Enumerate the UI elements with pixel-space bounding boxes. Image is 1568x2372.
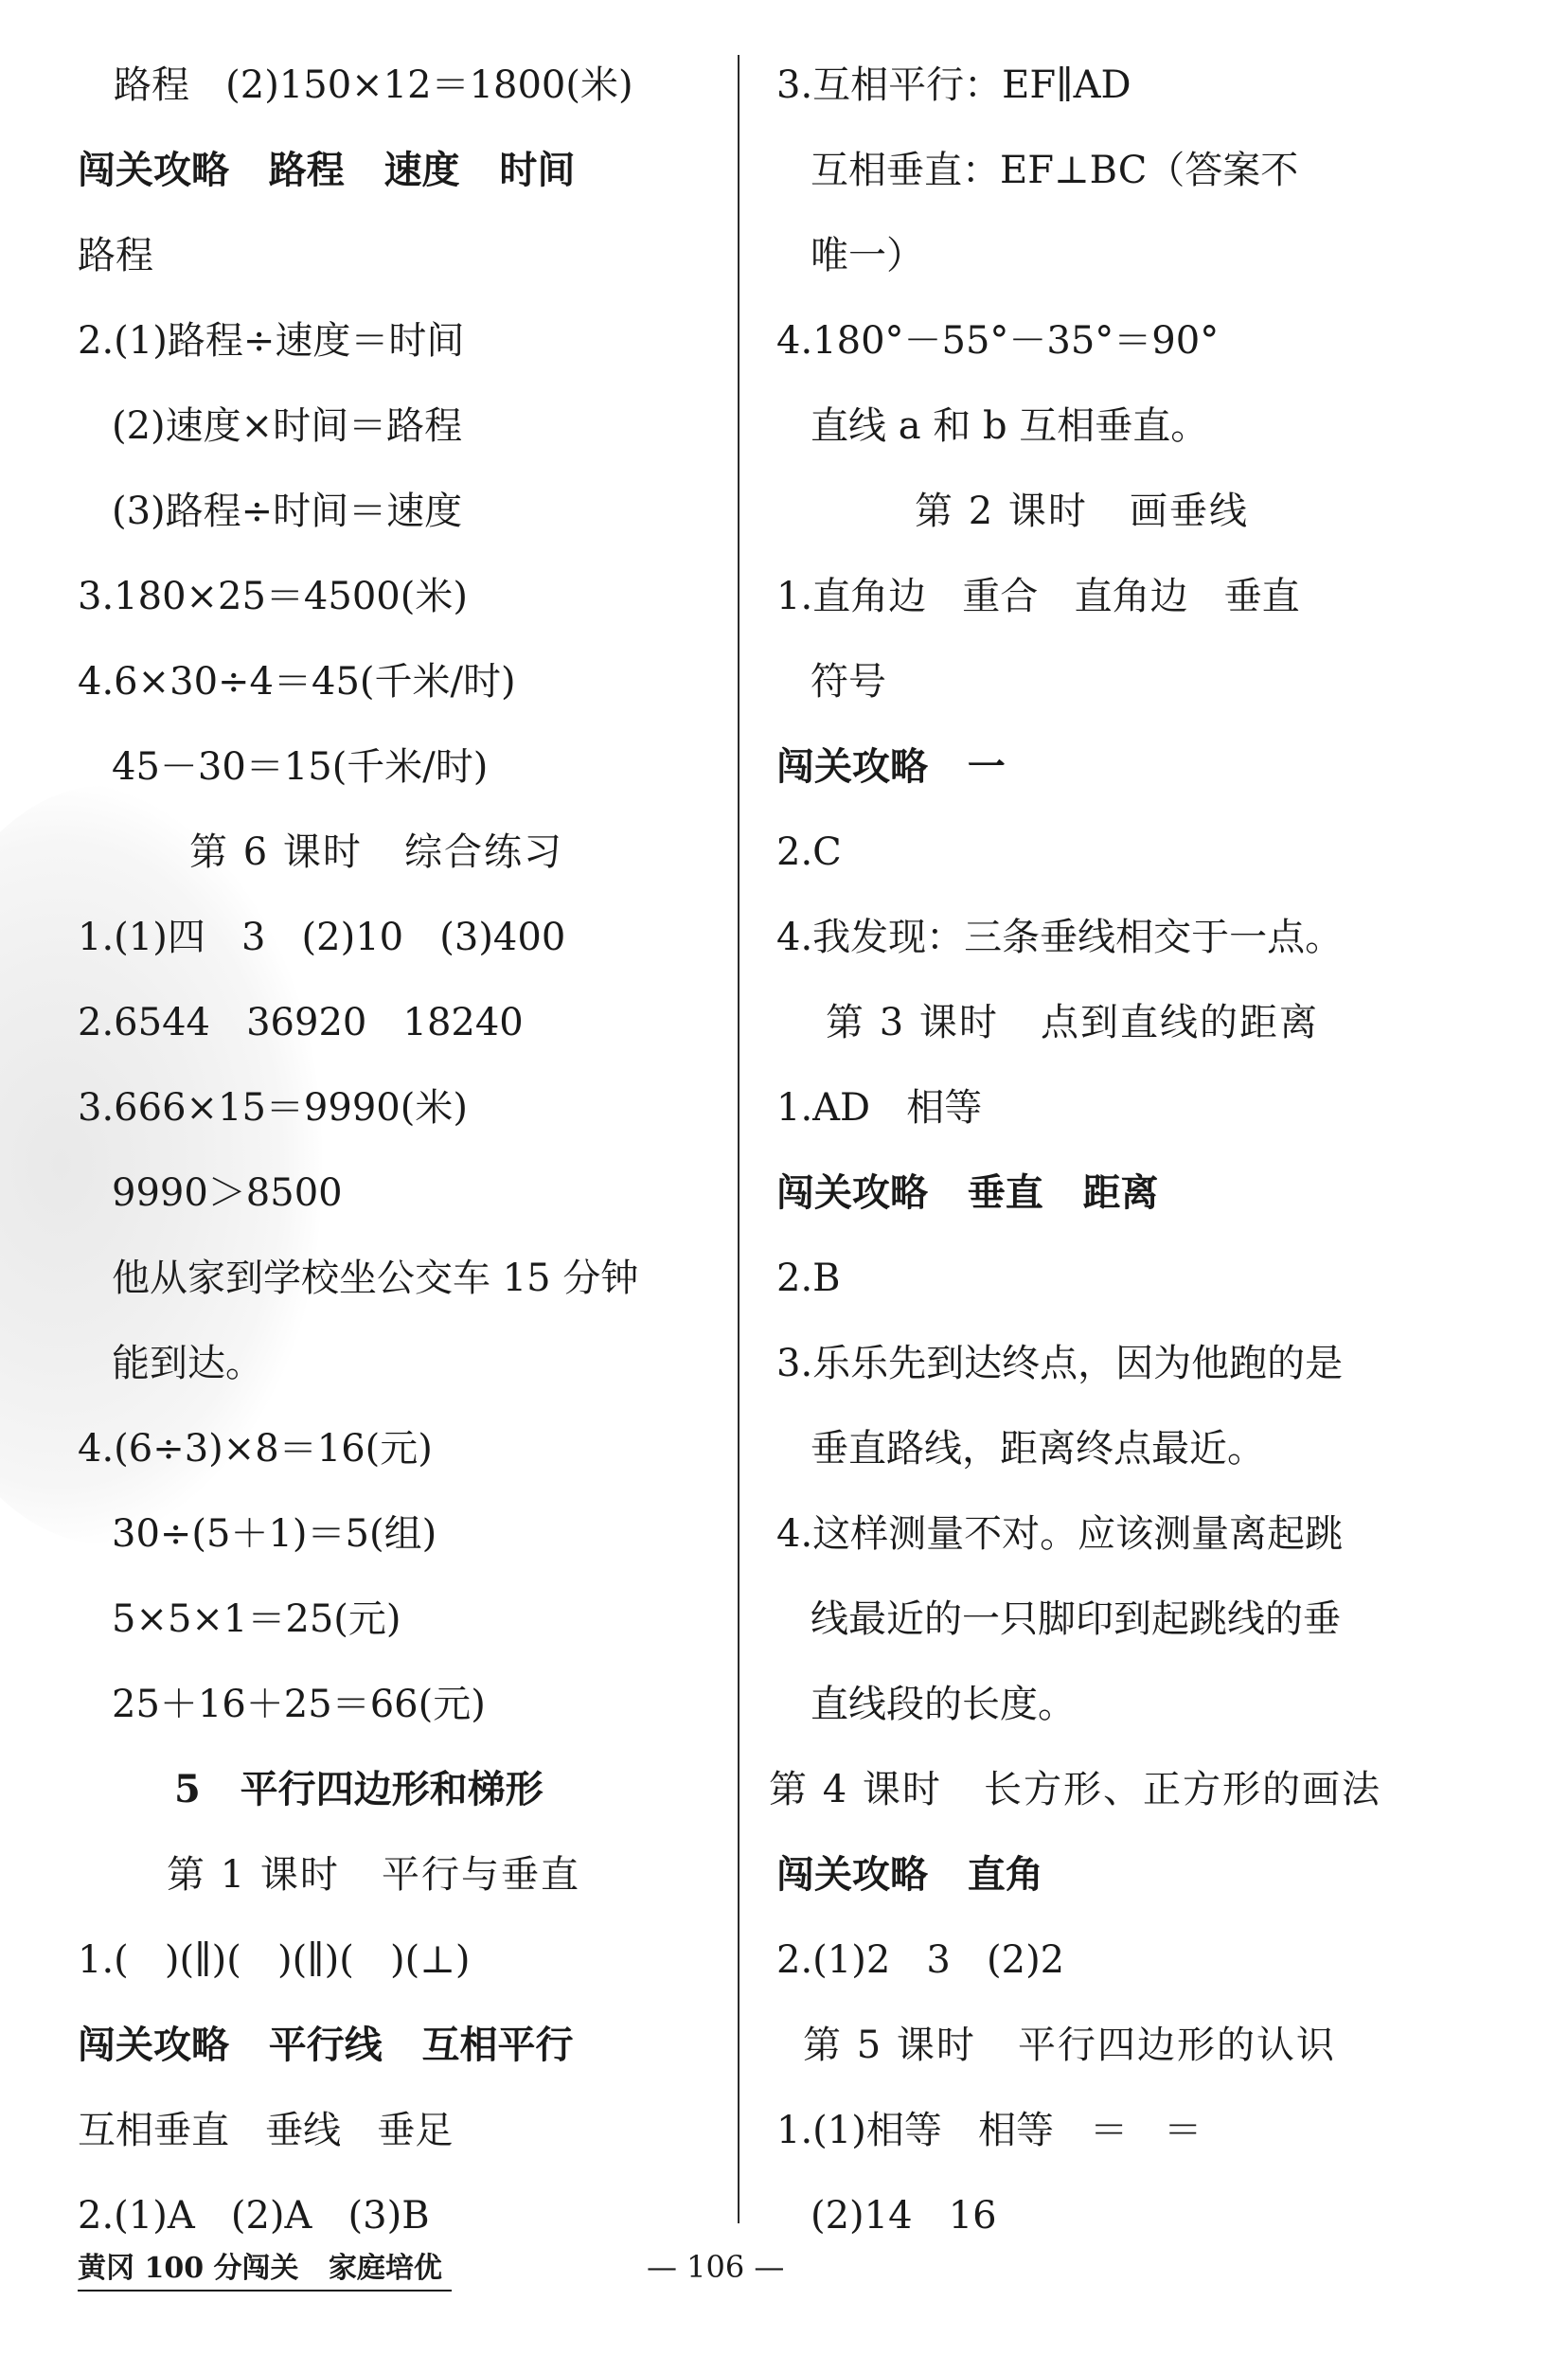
lesson-title: 第 3 课时 点到直线的距离 — [826, 1001, 1320, 1044]
answer-line: 路程 (2)150×12＝1800(米) — [114, 63, 633, 107]
answer-line: 9990＞8500 — [112, 1171, 343, 1215]
answer-line: (3)路程÷时间＝速度 — [112, 490, 463, 533]
answer-line: 互相垂直 垂线 垂足 — [78, 2109, 454, 2152]
answer-line: 符号 — [811, 660, 886, 704]
lesson-title: 第 2 课时 画垂线 — [915, 490, 1250, 533]
answer-line: 1.( )(∥)( )(∥)( )(⊥) — [78, 1938, 471, 1982]
answer-line: 4.180°－55°－35°＝90° — [776, 319, 1220, 363]
answer-line: 4.我发现：三条垂线相交于一点。 — [776, 916, 1344, 959]
lesson-title: 第 6 课时 综合练习 — [189, 830, 564, 874]
answer-line: 垂直路线，距离终点最近。 — [811, 1427, 1265, 1471]
answer-line: 1.(1)相等 相等 ＝ ＝ — [776, 2109, 1203, 2152]
column-divider — [738, 55, 739, 2223]
answer-line: 2.(1)2 3 (2)2 — [776, 1938, 1065, 1982]
footer-brand: 黄冈 100 分闯关 家庭培优 — [78, 2252, 442, 2285]
answer-line: 4.这样测量不对。应该测量离起跳 — [776, 1512, 1344, 1556]
answer-line: 4.6×30÷4＝45(千米/时) — [78, 660, 516, 704]
answer-line: (2)速度×时间＝路程 — [112, 404, 463, 448]
strategy-line: 闯关攻略 平行线 互相平行 — [78, 2023, 574, 2067]
answer-line: (2)14 16 — [811, 2194, 997, 2238]
answer-line: 1.直角边 重合 直角边 垂直 — [776, 575, 1300, 618]
answer-line: 路程 — [78, 234, 153, 277]
strategy-line: 闯关攻略 垂直 距离 — [776, 1170, 1159, 1215]
answer-line: 3.乐乐先到达终点，因为他跑的是 — [776, 1342, 1344, 1385]
footer-underline — [78, 2290, 452, 2292]
answer-line: 1.AD 相等 — [776, 1086, 983, 1130]
answer-line: 线最近的一只脚印到起跳线的垂 — [811, 1597, 1341, 1641]
answer-line: 25＋16＋25＝66(元) — [112, 1683, 486, 1726]
answer-line: 4.(6÷3)×8＝16(元) — [78, 1427, 433, 1471]
answer-line: 2.6544 36920 18240 — [78, 1001, 524, 1044]
answer-line: 能到达。 — [112, 1342, 263, 1385]
answer-line: 2.C — [776, 830, 842, 874]
answer-line: 2.(1)A (2)A (3)B — [78, 2194, 430, 2238]
answer-line: 互相垂直：EF⊥BC（答案不 — [811, 149, 1299, 192]
answer-line: 唯一） — [811, 234, 924, 277]
lesson-title: 第 4 课时 长方形、正方形的画法 — [769, 1768, 1382, 1811]
answer-line: 30÷(5＋1)＝5(组) — [112, 1512, 437, 1556]
strategy-line: 闯关攻略 路程 速度 时间 — [78, 148, 576, 192]
answer-line: 2.B — [776, 1257, 841, 1300]
answer-line: 5×5×1＝25(元) — [112, 1597, 401, 1641]
answer-line: 3.180×25＝4500(米) — [78, 575, 468, 618]
answer-line: 45－30＝15(千米/时) — [112, 745, 489, 789]
page-number: — 106 — — [647, 2249, 785, 2285]
answer-line: 3.666×15＝9990(米) — [78, 1086, 468, 1130]
answer-line: 2.(1)路程÷速度＝时间 — [78, 319, 465, 363]
strategy-line: 闯关攻略 一 — [776, 744, 1006, 789]
lesson-title: 第 1 课时 平行与垂直 — [167, 1853, 581, 1897]
answer-line: 直线段的长度。 — [811, 1683, 1076, 1726]
lesson-title: 第 5 课时 平行四边形的认识 — [803, 2024, 1337, 2067]
answer-line: 1.(1)四 3 (2)10 (3)400 — [78, 916, 566, 959]
answer-line: 直线 a 和 b 互相垂直。 — [811, 404, 1209, 448]
unit-heading: 5 平行四边形和梯形 — [174, 1767, 543, 1811]
answer-line: 3.互相平行：EF∥AD — [776, 63, 1131, 107]
strategy-line: 闯关攻略 直角 — [776, 1852, 1043, 1897]
answer-line: 他从家到学校坐公交车 15 分钟 — [112, 1257, 639, 1300]
